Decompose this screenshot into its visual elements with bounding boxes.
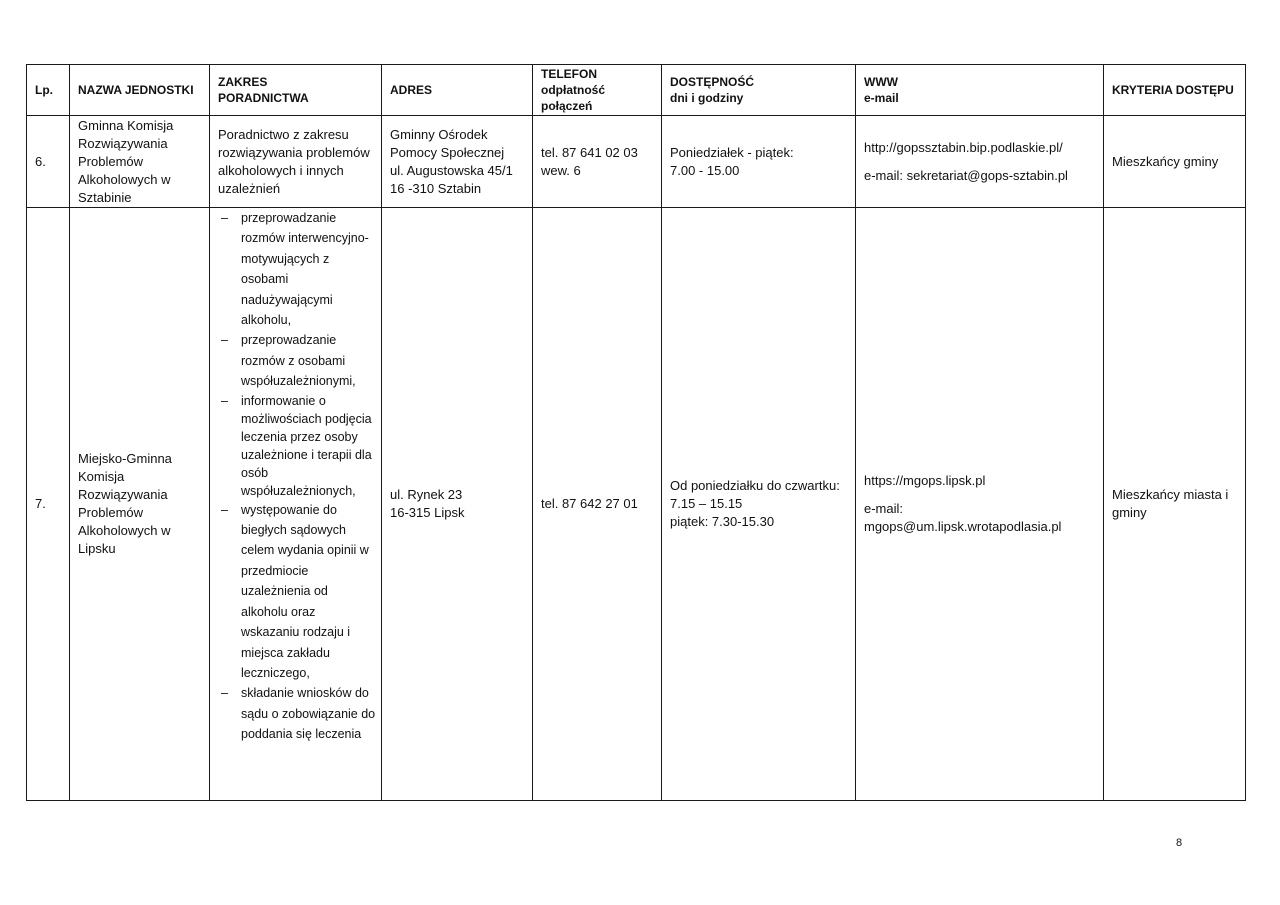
row-7-scope [210,208,382,801]
row-6-www-link[interactable]: http://gopssztabin.bip.podlaskie.pl/ [864,139,1063,155]
scope-list-item: – przeprowadzanie rozmów interwencyjno-motywujących z osobami nadużywającymi alkoholu, [218,208,377,330]
scope-list-item: – występowanie do biegłych sądowych celem wydania opinii w przedmiocie uzależnienia od alkoholu oraz wskazaniu rodzaju i miejsca zakładu leczniczego, [218,500,377,684]
table-row [27,208,1246,801]
row-6-address-line2: ul. Augustowska 45/1 [390,162,513,178]
row-6-phone-line1: tel. 87 641 02 03 [541,144,638,160]
header-name [70,65,210,116]
row-7-criteria: Mieszkańcy miasta i gminy [1104,208,1246,801]
header-availability [662,65,856,116]
header-address [382,65,533,116]
row-6-availability [662,116,856,208]
table-row [27,116,1246,208]
row-7-availability [662,208,856,801]
row-7-availability-line1: Od poniedziałku do czwartku: 7.15 – 15.15 [670,478,840,511]
counseling-directory-table-wrapper [26,64,1245,801]
row-6-address-line1: Gminny Ośrodek Pomocy Społecznej [390,126,505,160]
row-6-lp: 6. [27,116,70,208]
header-availability-line1: DOSTĘPNOŚĆ [670,75,755,89]
row-6-email[interactable]: e-mail: sekretariat@gops-sztabin.pl [864,167,1068,183]
scope-list-item: – przeprowadzanie rozmów z osobami współuzależnionymi, [218,330,377,391]
row-7-name: Miejsko-Gminna Komisja Rozwiązywania Problemów Alkoholowych w Lipsku [70,208,210,801]
page-number: 8 [1176,837,1183,849]
counseling-directory-table [26,64,1246,801]
scope-list-item: – informowanie o możliwościach podjęcia leczenia przez osoby uzależnione i terapii dla osób współuzależnionych, [218,392,377,500]
row-6-availability-line1: Poniedziałek - piątek: [670,144,794,160]
row-6-scope: Poradnictwo z zakresu rozwiązywania problemów alkoholowych i innych uzależnień [210,116,382,208]
header-phone [533,65,662,116]
header-criteria [1104,65,1246,116]
row-6-phone-line2: wew. 6 [541,162,581,178]
row-7-lp: 7. [27,208,70,801]
header-www-line2: e-mail [864,91,899,105]
header-lp-label: Lp. [35,83,53,97]
row-6-address-line3: 16 -310 Sztabin [390,180,482,196]
row-7-scope-list [218,208,377,745]
header-availability-line2: dni i godziny [670,91,744,105]
header-scope-line2: PORADNICTWA [218,91,309,105]
header-scope [210,65,382,116]
header-phone-line3: połączeń [541,99,593,113]
scope-list-item: – składanie wniosków do sądu o zobowiązanie do poddania się leczenia [218,683,377,744]
row-6-criteria: Mieszkańcy gminy [1104,116,1246,208]
header-www [856,65,1104,116]
row-7-availability-line2: piątek: 7.30-15.30 [670,514,775,529]
header-phone-line2: odpłatność [541,83,606,97]
row-7-contact [856,208,1104,801]
header-phone-line1: TELEFON [541,67,597,81]
header-name-label: NAZWA JEDNOSTKI [78,83,194,97]
header-address-label: ADRES [390,83,433,97]
row-7-email[interactable]: mgops@um.lipsk.wrotapodlasia.pl [864,519,1062,534]
row-7-address-line2: 16-315 Lipsk [390,505,465,520]
header-scope-line1: ZAKRES [218,75,268,89]
table-header-row [27,65,1246,116]
row-7-www-link[interactable]: https://mgops.lipsk.pl [864,473,986,488]
row-7-address [382,208,533,801]
row-7-phone: tel. 87 642 27 01 [533,208,662,801]
row-6-name: Gminna Komisja Rozwiązywania Problemów Alkoholowych w Sztabinie [70,116,210,208]
header-www-line1: WWW [864,75,898,89]
row-7-address-line1: ul. Rynek 23 [390,487,463,502]
row-7-email-label: e-mail: [864,501,904,516]
header-criteria-label: KRYTERIA DOSTĘPU [1112,83,1234,97]
row-6-address [382,116,533,208]
row-6-availability-line2: 7.00 - 15.00 [670,162,740,178]
row-6-contact [856,116,1104,208]
header-lp [27,65,70,116]
row-6-phone [533,116,662,208]
